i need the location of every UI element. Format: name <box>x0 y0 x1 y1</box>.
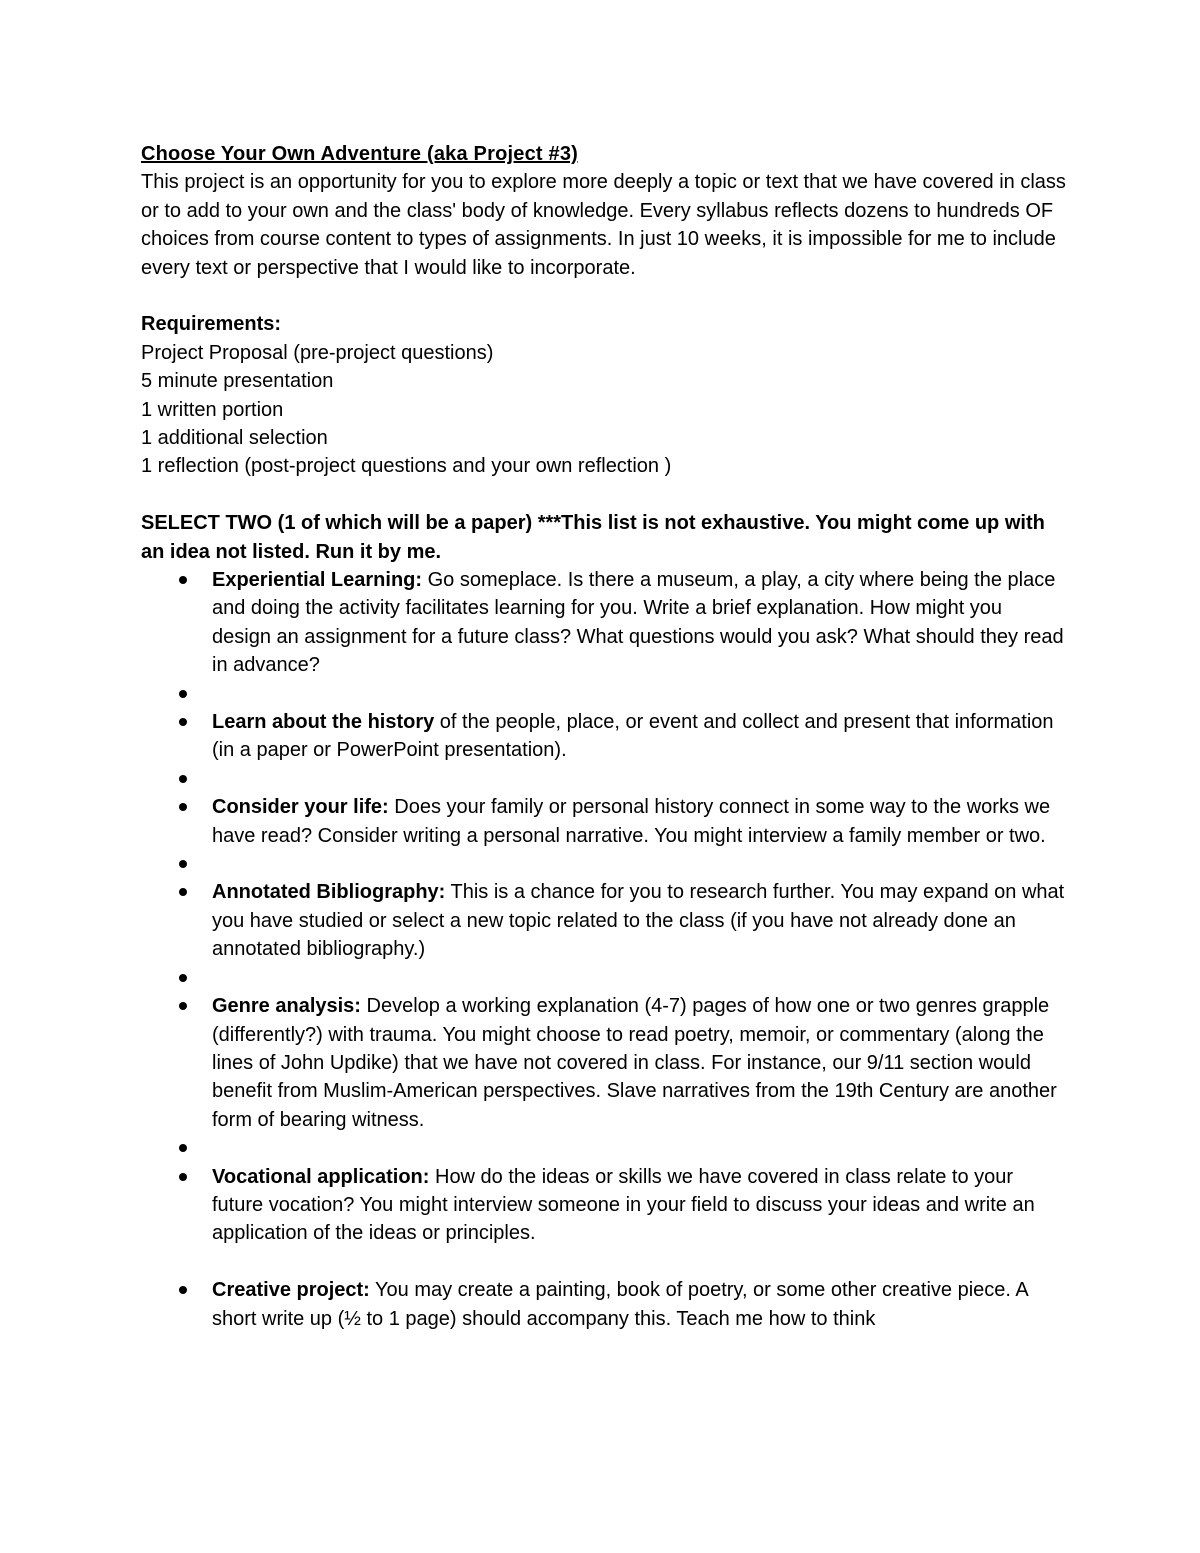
blank-line <box>141 1248 1066 1276</box>
list-item <box>141 992 1066 1134</box>
options-list <box>141 566 1066 1333</box>
list-item <box>141 680 1066 708</box>
bullet-icon <box>179 974 187 982</box>
bullet-icon <box>179 690 187 698</box>
list-item <box>141 708 1066 765</box>
spacer <box>141 481 1066 509</box>
bullet-icon <box>179 775 187 783</box>
list-item <box>141 1163 1066 1248</box>
option-lead: Annotated Bibliography: <box>212 881 446 904</box>
intro-paragraph: This project is an opportunity for you to explore more deeply a topic or text that we have covered in class or to add to your own and the class' body of knowledge. Every syllabus reflects dozens to hundreds OF choices from course content to types of assignments. In just 10 weeks, it is impossible for me to include every text or perspective that I would like to incorporate. <box>141 171 1066 279</box>
option-text: This is a chance for you to research further. You may expand on what you have studied or select a new topic related to the class (if you have not already done an annotated bibliography.) <box>212 881 1065 961</box>
option-lead: Vocational application: <box>212 1165 430 1188</box>
list-item <box>141 1276 1066 1333</box>
option-text: Go someplace. Is there a museum, a play, a city where being the place and doing the activity facilitates learning for you. Write a brief explanation. How might you design an assignment for a future class? What questions would you ask? What should they read in advance? <box>212 569 1064 677</box>
option-text: Does your family or personal history connect in some way to the works we have read? Consider writing a personal narrative. You might interview a family member or two. <box>212 796 1051 847</box>
list-item <box>141 1134 1066 1162</box>
requirement-item: 1 reflection (post-project questions and your own reflection ) <box>141 455 672 478</box>
bullet-icon <box>179 718 187 726</box>
requirement-item: 5 minute presentation <box>141 370 334 393</box>
option-text: How do the ideas or skills we have covered in class relate to your future vocation? You might interview someone in your field to discuss your ideas and write an application of the ideas or principles. <box>212 1165 1035 1245</box>
list-item <box>141 878 1066 963</box>
option-lead: Consider your life: <box>212 796 389 819</box>
list-item <box>141 964 1066 992</box>
document-page <box>141 140 1066 1333</box>
list-item <box>141 850 1066 878</box>
option-text: Develop a working explanation (4-7) pages of how one or two genres grapple (differently?) with trauma. You might choose to read poetry, memoir, or commentary (along the lines of John Updike) that we have not covered in class. For instance, our 9/11 section would benefit from Muslim-American perspectives. Slave narratives from the 19th Century are another form of bearing witness. <box>212 995 1057 1131</box>
bullet-icon <box>179 1286 187 1294</box>
bullet-icon <box>179 860 187 868</box>
bullet-icon <box>179 576 187 584</box>
option-lead: Creative project: <box>212 1279 370 1302</box>
option-text: of the people, place, or event and collect and present that information (in a paper or PowerPoint presentation). <box>212 711 1054 762</box>
select-heading: SELECT TWO (1 of which will be a paper) ***This list is not exhaustive. You might come up with an idea not listed. Run it by me. <box>141 512 1045 563</box>
spacer <box>141 282 1066 310</box>
bullet-icon <box>179 1002 187 1010</box>
list-item <box>141 765 1066 793</box>
option-lead: Experiential Learning: <box>212 569 423 592</box>
option-lead: Genre analysis: <box>212 995 361 1018</box>
bullet-icon <box>179 888 187 896</box>
bullet-icon <box>179 803 187 811</box>
option-text: You may create a painting, book of poetry, or some other creative piece. A short write up (½ to 1 page) should accompany this. Teach me how to think <box>212 1279 1028 1330</box>
requirement-item: Project Proposal (pre-project questions) <box>141 341 494 364</box>
document-title: Choose Your Own Adventure (aka Project #3) <box>141 143 579 165</box>
requirement-item: 1 additional selection <box>141 427 328 450</box>
option-lead: Learn about the history <box>212 711 435 734</box>
list-item <box>141 566 1066 680</box>
bullet-icon <box>179 1173 187 1181</box>
requirement-item: 1 written portion <box>141 398 284 421</box>
list-item <box>141 793 1066 850</box>
requirements-heading: Requirements: <box>141 313 282 336</box>
bullet-icon <box>179 1144 187 1152</box>
